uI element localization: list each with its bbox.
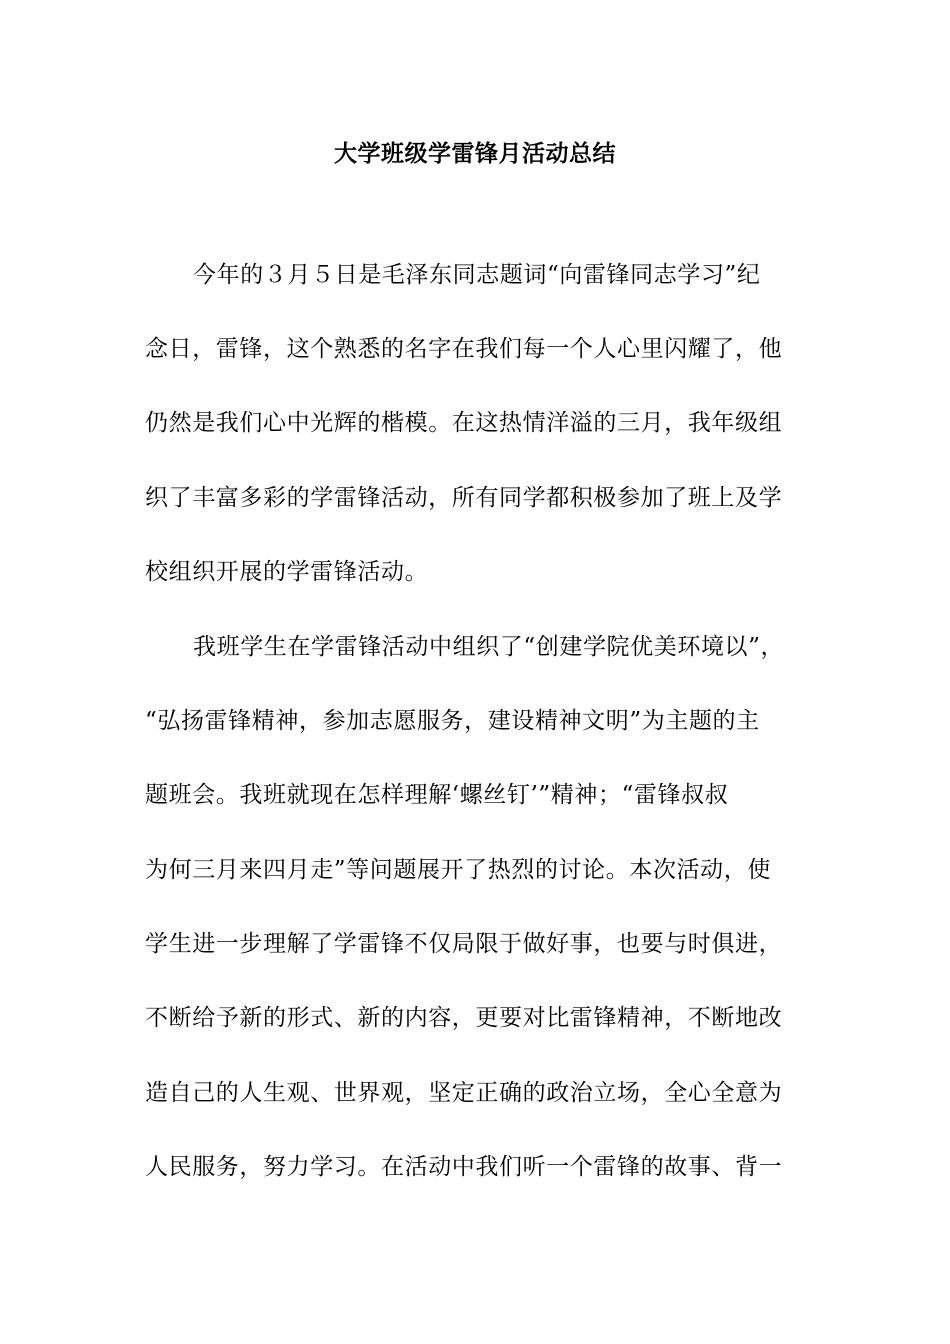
paragraph-2-line-3: 题班会。我班就现在怎样理解‘螺丝钉’”精神；“雷锋叔叔 — [145, 782, 729, 808]
paragraph-2-line-5: 学生进一步理解了学雷锋不仅局限于做好事，也要与时俱进， — [145, 931, 783, 957]
document-title: 大学班级学雷锋月活动总结 — [334, 140, 616, 167]
paragraph-2-line-4: 为何三月来四月走”等问题展开了热烈的讨论。本次活动，使 — [145, 857, 771, 883]
paragraph-2-line-1: 我班学生在学雷锋活动中组织了“创建学院优美环境以”， — [193, 634, 785, 660]
paragraph-2-line-7: 造自己的人生观、世界观，坚定正确的政治立场，全心全意为 — [145, 1080, 783, 1106]
paragraph-1-line-4: 织了丰富多彩的学雷锋活动，所有同学都积极参加了班上及学 — [145, 485, 783, 511]
paragraph-2-line-2: “弘扬雷锋精神，参加志愿服务，建设精神文明”为主题的主 — [145, 708, 760, 734]
paragraph-1-line-1: 今年的３月５日是毛泽东同志题词“向雷锋同志学习”纪 — [193, 262, 761, 288]
paragraph-1-line-5: 校组织开展的学雷锋活动。 — [145, 559, 429, 585]
paragraph-2-line-8: 人民服务，努力学习。在活动中我们听一个雷锋的故事、背一 — [145, 1154, 783, 1180]
paragraph-2-line-6: 不断给予新的形式、新的内容，更要对比雷锋精神，不断地改 — [145, 1005, 783, 1031]
paragraph-1-line-2: 念日，雷锋，这个熟悉的名字在我们每一个人心里闪耀了，他 — [145, 336, 783, 362]
paragraph-1-line-3: 仍然是我们心中光辉的楷模。在这热情洋溢的三月，我年级组 — [145, 410, 783, 436]
